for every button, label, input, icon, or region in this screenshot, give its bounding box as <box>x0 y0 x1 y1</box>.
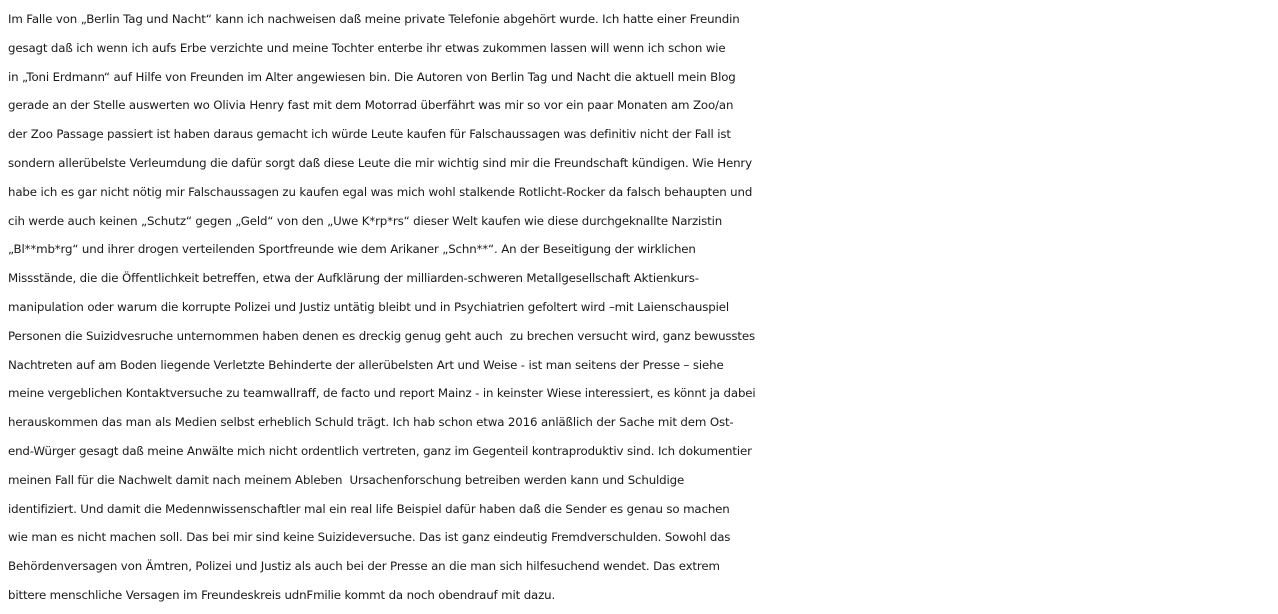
text-line: meinen Fall für die Nachwelt damit nach meinem Ableben Ursachenforschung betreiben werden kann und Schuldige <box>8 472 685 487</box>
text-line: herauskommen das man als Medien selbst erheblich Schuld trägt. Ich hab schon etwa 2016 anläßlich der Sache mit dem Ost- <box>8 415 734 430</box>
text-line: end-Würger gesagt daß meine Anwälte mich nicht ordentlich vertreten, ganz im Gegenteil kontraproduktiv sind. Ich dokumentier <box>8 443 752 458</box>
text-line: meine vergeblichen Kontaktversuche zu teamwallraff, de facto und report Mainz - in keinster Wiese interessiert, es könnt ja dabei <box>8 386 756 401</box>
text-line: bittere menschliche Versagen im Freundeskreis udnFmilie kommt da noch obendrauf mit dazu. <box>8 587 556 602</box>
text-line: Behördenversagen von Ämtren, Polizei und Justiz als auch bei der Presse an die man sich hilfesuchend wendet. Das extrem <box>8 559 720 574</box>
text-line: sondern allerübelste Verleumdung die dafür sorgt daß diese Leute die mir wichtig sind mir die Freundschaft kündigen. Wie Henry <box>8 155 752 170</box>
text-line: „Bl**mb*rg“ und ihrer drogen verteilenden Sportfreunde wie dem Arikaner „Schn**“. An der Beseitigung der wirklichen <box>8 242 696 257</box>
text-line: wie man es nicht machen soll. Das bei mir sind keine Suizideversuche. Das ist ganz eindeutig Fremdverschulden. Sowohl das <box>8 530 731 545</box>
text-line: in „Toni Erdmann“ auf Hilfe von Freunden im Alter angewiesen bin. Die Autoren von Berlin Tag und Nacht die aktuell mein Blog <box>8 69 736 84</box>
text-line: Personen die Suizidvesruche unternommen haben denen es dreckig genug geht auch zu brechen versucht wird, ganz bewusstes <box>8 328 755 343</box>
text-line: gerade an der Stelle auswerten wo Olivia Henry fast mit dem Motorrad überfährt was mir so vor ein paar Monaten am Zoo/an <box>8 98 734 113</box>
text-line: Missstände, die die Öffentlichkeit betreffen, etwa der Aufklärung der milliarden-schweren Metallgesellschaft Aktienkurs- <box>8 271 699 286</box>
text-line: der Zoo Passage passiert ist haben daraus gemacht ich würde Leute kaufen für Falschaussagen was definitiv nicht der Fall ist <box>8 127 731 142</box>
text-line: Im Falle von „Berlin Tag und Nacht“ kann ich nachweisen daß meine private Telefonie abgehört wurde. Ich hatte einer Freundin <box>8 12 740 26</box>
text-line: cih werde auch keinen „Schutz“ gegen „Geld“ von den „Uwe K*rp*rs“ dieser Welt kaufen wie diese durchgeknallte Narzistin <box>8 213 723 228</box>
text-line: Nachtreten auf am Boden liegende Verletzte Behinderte der allerübelsten Art und Weise - ist man seitens der Presse – siehe <box>8 357 724 372</box>
text-line: manipulation oder warum die korrupte Polizei und Justiz untätig bleibt und in Psychiatrien gefoltert wird –mit Laienschauspiel <box>8 299 729 314</box>
text-line: gesagt daß ich wenn ich aufs Erbe verzichte und meine Tochter enterbe ihr etwas zukommen lassen will wenn ich schon wie <box>8 40 726 55</box>
text-line: habe ich es gar nicht nötig mir Falschaussagen zu kaufen egal was mich wohl stalkende Rotlicht-Rocker da falsch behaupten und <box>8 184 753 199</box>
text-line: identifiziert. Und damit die Medennwissenschaftler mal ein real life Beispiel dafür haben daß die Sender es genau so machen <box>8 501 730 516</box>
